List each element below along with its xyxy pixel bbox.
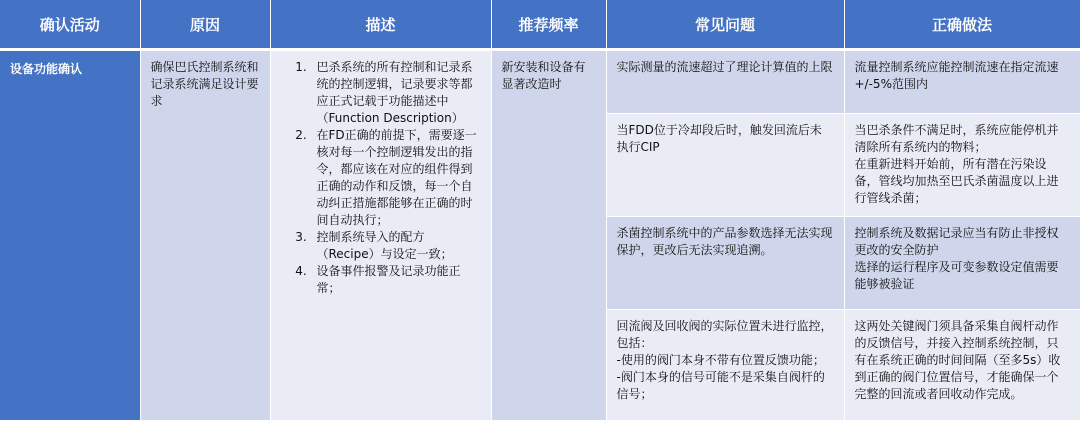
header-row <box>0 0 1080 50</box>
description-item: 1. 巴杀系统的所有控制和记录系统的控制逻辑，记录要求等都应正式记载于功能描述中（Function Description） <box>311 59 481 127</box>
description-cell <box>270 50 491 421</box>
practice-cell: 流量控制系统应能控制流速在指定流速+/-5%范围内 <box>844 50 1080 114</box>
table-row <box>0 50 1080 114</box>
problem-cell: 回流阀及回收阀的实际位置未进行监控，包括： -使用的阀门本身不带有位置反馈功能； -阀门本身的信号可能不是采集自阀杆的信号； <box>606 310 844 421</box>
problem-cell: 杀菌控制系统中的产品参数选择无法实现保护，更改后无法实现追溯。 <box>606 217 844 310</box>
practice-cell: 这两处关键阀门须具备采集自阀杆动作的反馈信号，并接入控制系统控制，只有在系统正确的时间间隔（至多5s）收到正确的阀门位置信号，才能确保一个完整的回流或者回收动作完成。 <box>844 310 1080 421</box>
header-correct-practice: 正确做法 <box>844 0 1080 50</box>
practice-cell: 控制系统及数据记录应当有防止非授权更改的安全防护 选择的运行程序及可变参数设定值需要能够被验证 <box>844 217 1080 310</box>
activity-cell: 设备功能确认 <box>0 50 140 421</box>
header-activity: 确认活动 <box>0 0 140 50</box>
header-frequency: 推荐频率 <box>491 0 606 50</box>
description-item: 2. 在FD正确的前提下，需要逐一核对每一个控制逻辑发出的指令，都应该在对应的组件得到正确的动作和反馈，每一个自动纠正措施都能够在正确的时间自动执行； <box>311 127 481 229</box>
description-item: 3. 控制系统导入的配方（Recipe）与设定一致； <box>311 229 481 263</box>
problem-cell: 当FDD位于冷却段后时，触发回流后未执行CIP <box>606 114 844 217</box>
frequency-cell: 新安装和设备有显著改造时 <box>491 50 606 421</box>
header-reason: 原因 <box>140 0 270 50</box>
practice-cell: 当巴杀条件不满足时，系统应能停机并清除所有系统内的物料； 在重新进料开始前，所有潜在污染设备，管线均加热至巴氏杀菌温度以上进行管线杀菌； <box>844 114 1080 217</box>
description-item: 4. 设备事件报警及记录功能正常； <box>311 263 481 297</box>
reason-cell: 确保巴氏控制系统和记录系统满足设计要求 <box>140 50 270 421</box>
problem-cell: 实际测量的流速超过了理论计算值的上限 <box>606 50 844 114</box>
header-description: 描述 <box>270 0 491 50</box>
header-common-problems: 常见问题 <box>606 0 844 50</box>
description-list <box>281 59 481 297</box>
